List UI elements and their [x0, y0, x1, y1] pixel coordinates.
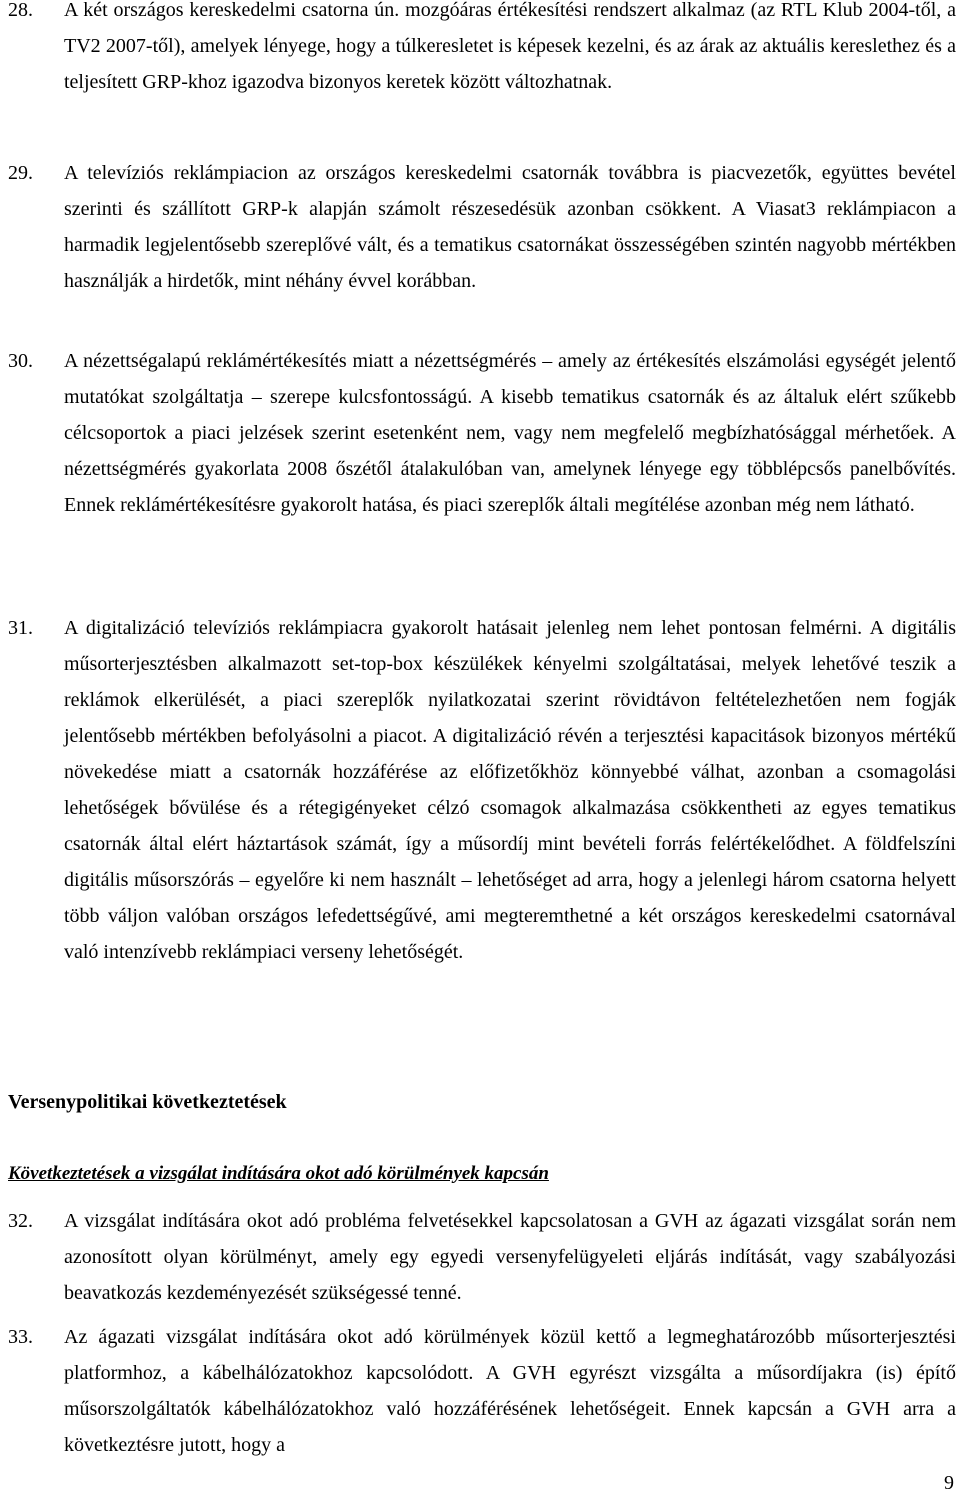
paragraph-number: 32. [8, 1210, 33, 1232]
paragraph-32 [0, 1203, 956, 1311]
subsection-heading: Következtetések a vizsgálat indítására okot adó körülmények kapcsán [8, 1163, 549, 1184]
paragraph-text: A két országos kereskedelmi csatorna ún. mozgóáras értékesítési rendszert alkalmaz (az RTL Klub 2004-től, a TV2 2007-től), amelyek lényege, hogy a túlkeresletet is képesek kezelni, és az árak az aktuális kereslethez és a teljesített GRP-khoz igazodva bizonyos keretek között változhatnak. [64, 0, 956, 93]
paragraph-number: 31. [8, 617, 33, 639]
paragraph-number: 30. [8, 350, 33, 372]
page-number: 9 [944, 1472, 954, 1494]
paragraph-number: 33. [8, 1326, 33, 1348]
paragraph-text: A vizsgálat indítására okot adó probléma felvetésekkel kapcsolatosan a GVH az ágazati vizsgálat során nem azonosított olyan körülményt, amely egy egyedi versenyfelügyeleti eljárás indítását, vagy szabályozási beavatkozás kezdeményezését szükségessé tenné. [64, 1210, 956, 1304]
paragraph-text: A nézettségalapú reklámértékesítés miatt a nézettségmérés – amely az értékesítés elszámolási egységét jelentő mutatókat szolgáltatja – szerepe kulcsfontosságú. A kisebb tematikus csatornák és az általuk elért szűkebb célcsoportok a piaci jelzések szerint esetenként nem, vagy nem megfelelő megbízhatósággal mérhetőek. A nézettségmérés gyakorlata 2008 őszétől átalakulóban van, amelynek lényege egy többlépcsős panelbővítés. Ennek reklámértékesítésre gyakorolt hatása, és piaci szereplők általi megítélése azonban még nem látható. [64, 350, 956, 516]
section-heading: Versenypolitikai következtetések [8, 1091, 287, 1113]
paragraph-31 [0, 610, 956, 970]
paragraph-text: A digitalizáció televíziós reklámpiacra gyakorolt hatásait jelenleg nem lehet pontosan felmérni. A digitális műsorterjesztésben alkalmazott set-top-box készülékek kényelmi szolgáltatásai, melyek lehetővé teszik a reklámok elkerülését, a piaci szereplők nyilatkozatai szerint rövidtávon feltételezhetően nem fogják jelentősebb mértékben befolyásolni a piacot. A digitalizáció révén a terjesztési kapacitások bizonyos mértékű növekedése miatt a csatornák hozzáférése az előfizetőkhöz könnyebbé válhat, azonban a csomagolási lehetőségek bővülése és a rétegigényeket célzó csomagok alkalmazása csökkentheti az egyes tematikus csatornák által elért háztartások számát, így a műsordíj mint bevételi forrás felértékelődhet. A földfelszíni digitális műsorszórás – egyelőre ki nem használt – lehetőséget ad arra, hogy a jelenlegi három csatorna helyett több váljon valóban országos lefedettségűvé, ami megteremthetné a két országos kereskedelmi csatornával való intenzívebb reklámpiaci verseny lehetőségét. [64, 617, 956, 963]
paragraph-number: 28. [8, 0, 33, 21]
paragraph-29 [0, 155, 956, 299]
paragraph-28 [0, 0, 956, 100]
paragraph-30 [0, 343, 956, 523]
paragraph-33 [0, 1319, 956, 1463]
paragraph-text: Az ágazati vizsgálat indítására okot adó körülmények közül kettő a legmeghatározóbb műsorterjesztési platformhoz, a kábelhálózatokhoz kapcsolódott. A GVH egyrészt vizsgálta a műsordíjakra (is) építő műsorszolgáltatók kábelhálózatokhoz való hozzáférésének lehetőségeit. Ennek kapcsán a GVH arra a következtésre jutott, hogy a [64, 1326, 956, 1456]
paragraph-number: 29. [8, 162, 33, 184]
paragraph-text: A televíziós reklámpiacion az országos kereskedelmi csatornák továbbra is piacvezetők, együttes bevétel szerinti és szállított GRP-k alapján számolt részesedésük azonban csökkent. A Viasat3 reklámpiacon a harmadik legjelentősebb szereplővé vált, és a tematikus csatornákat összességében szintén nagyobb mértékben használják a hirdetők, mint néhány évvel korábban. [64, 162, 956, 292]
